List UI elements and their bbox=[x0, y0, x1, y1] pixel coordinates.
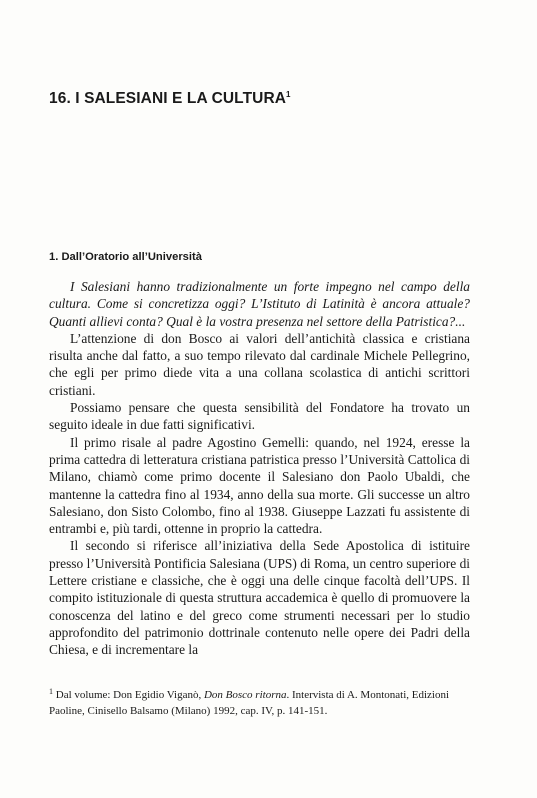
paragraph-4: Il secondo si riferisce all’iniziativa della Sede Apostolica di istituire presso l’Università Pontificia Salesiana (UPS) di Roma, un centro superiore di Lettere cristiane e classiche, che è oggi una delle cinque facoltà dell’UPS. Il compito istituzionale di questa struttura accademica è quello di promuovere la conoscenza del latino e del greco come strumenti necessari per lo studio approfondito del patrimonio dottrinale contenuto nelle opere dei Padri della Chiesa, e di incrementare la bbox=[49, 538, 470, 658]
footnote-reference: 1 bbox=[286, 90, 291, 99]
section-heading: 1. Dall’Oratorio all’Università bbox=[49, 251, 202, 263]
chapter-title bbox=[49, 90, 291, 108]
paragraph-3: Il primo risale al padre Agostino Gemelli: quando, nel 1924, eresse la prima cattedra di letteratura cristiana patristica presso l’Università Cattolica di Milano, chiamò come primo docente il Salesiano don Paolo Ubaldi, che mantenne la cattedra fino al 1934, anno della sua morte. Gli successe un altro Salesiano, don Sisto Colombo, fino al 1938. Giuseppe Lazzati fu assistente di entrambi e, più tardi, ottenne in proprio la cattedra. bbox=[49, 434, 470, 537]
footnote bbox=[49, 684, 470, 719]
chapter-title-text: 16. I SALESIANI E LA CULTURA bbox=[49, 90, 287, 107]
footnote-suffix: . Intervista di A. Montonati, Edizioni Paoline, Cinisello Balsamo (Milano) 1992, cap. IV, p. 141-151. bbox=[49, 689, 450, 717]
paragraph-1: L’attenzione di don Bosco ai valori dell’antichità classica e cristiana risulta anche dal fatto, a suo tempo rilevato dal cardinale Michele Pellegrino, che egli per primo diede vita a una collana scolastica di antichi scrittori cristiani. bbox=[49, 330, 470, 398]
paragraph-2: Possiamo pensare che questa sensibilità del Fondatore ha trovato un seguito ideale in due fatti significativi. bbox=[49, 400, 470, 433]
body-text bbox=[49, 278, 470, 659]
footnote-book-title: Don Bosco ritorna bbox=[203, 689, 287, 701]
footnote-mark: 1 bbox=[49, 687, 53, 696]
footnote-prefix: Dal volume: Don Egidio Viganò, bbox=[53, 689, 204, 701]
interview-question: I Salesiani hanno tradizionalmente un forte impegno nel campo della cultura. Come si concretizza oggi? L’Istituto di Latinità è ancora attuale? Quanti allievi conta? Qual è la vostra presenza nel settore della Patristica?... bbox=[49, 279, 470, 329]
